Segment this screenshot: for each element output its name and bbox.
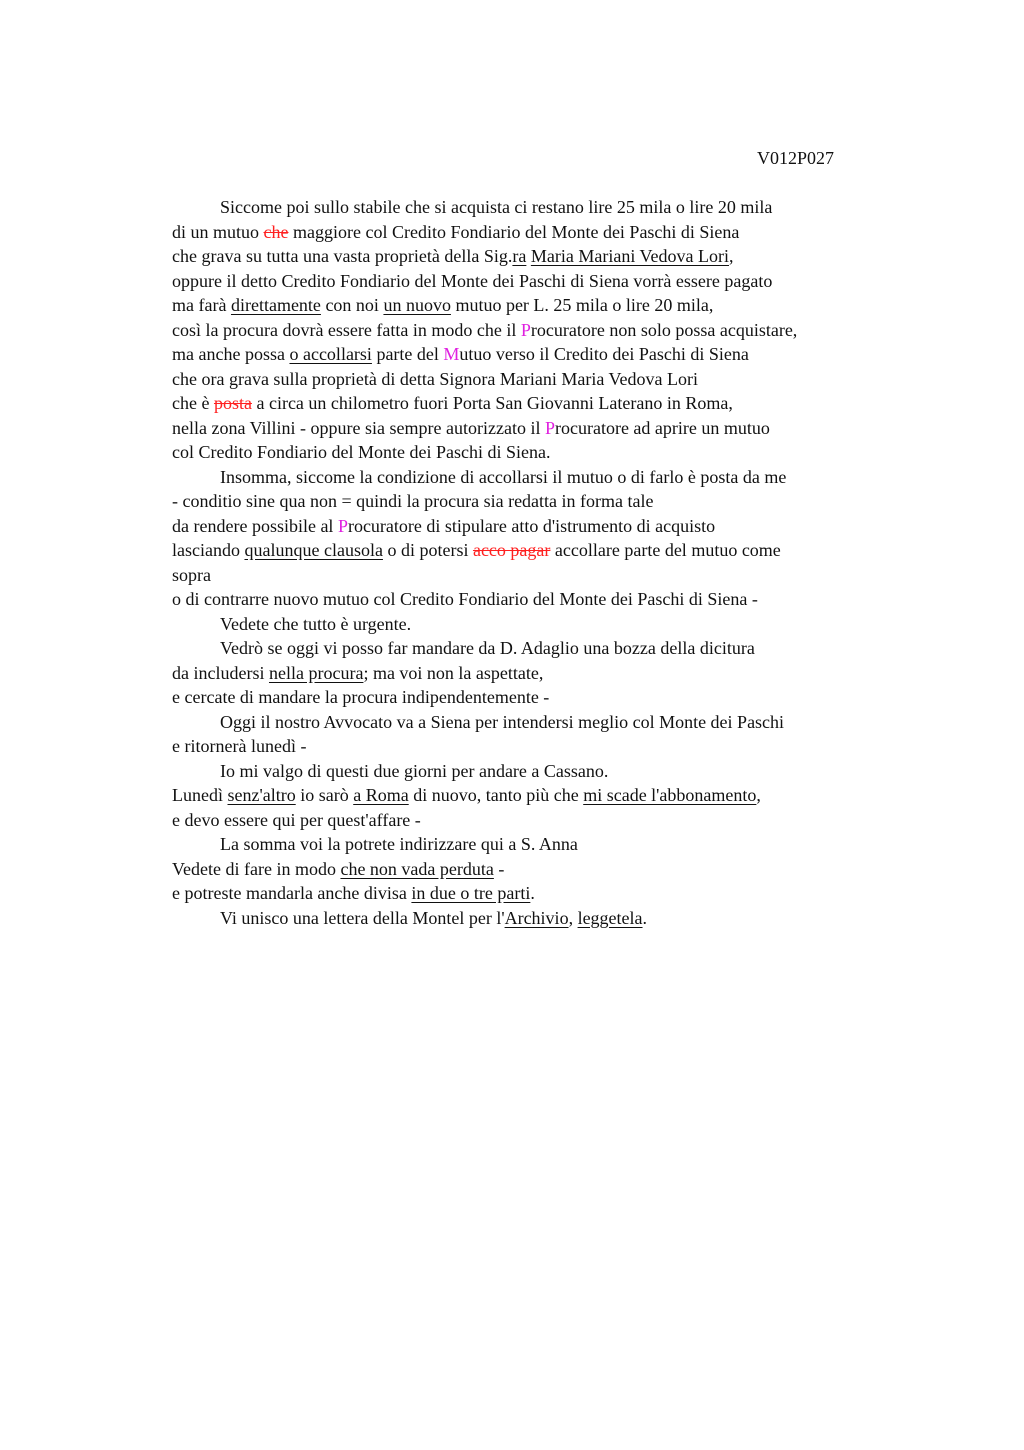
text-line — [172, 489, 932, 514]
text-segment: Lunedì — [172, 785, 228, 805]
text-segment: maggiore col Credito Fondiario del Monte dei Paschi di Siena — [288, 221, 740, 242]
text-line — [172, 269, 932, 294]
text-segment: che ora grava sulla proprietà di detta Signora Mariani Maria Vedova Lori — [172, 368, 698, 389]
underlined-text: un nuovo — [383, 295, 451, 315]
underlined-text: nella procura — [268, 662, 364, 683]
underlined-text: Maria Mariani Vedova Lori — [530, 246, 729, 266]
text-segment: sopra — [172, 564, 211, 585]
text-segment: mutuo per L. 25 mila o lire 20 mila, — [450, 295, 714, 315]
text-segment: lasciando — [172, 540, 245, 560]
text-segment: da includersi — [172, 662, 269, 683]
text-line — [172, 563, 932, 588]
text-line — [172, 465, 932, 490]
underlined-text: o accollarsi — [289, 344, 372, 364]
text-line — [172, 342, 932, 367]
text-line — [172, 685, 932, 710]
text-line — [172, 612, 932, 637]
text-segment: con noi — [320, 295, 384, 315]
text-segment: Vedrò se oggi vi posso far mandare da D. Adaglio una bozza della dicitura — [220, 638, 755, 658]
text-segment: rocuratore di stipulare atto d'istrumento di acquisto — [347, 515, 716, 536]
text-line — [172, 783, 932, 808]
underlined-text: qualunque clausola — [244, 540, 383, 560]
text-line — [172, 318, 932, 343]
text-line — [172, 759, 932, 784]
deleted-text: posta — [213, 393, 252, 413]
text-line — [172, 416, 932, 441]
text-line — [172, 244, 932, 269]
text-line — [172, 514, 932, 539]
text-line — [172, 391, 932, 416]
text-segment: ; ma voi non la aspettate, — [363, 662, 544, 683]
text-line — [172, 440, 932, 465]
text-segment: ma anche possa — [172, 344, 290, 364]
document-id: V012P027 — [757, 148, 835, 168]
text-segment: Oggi il nostro Avvocato va a Siena per intendersi meglio col Monte dei Paschi — [220, 711, 785, 732]
text-segment: col Credito Fondiario del Monte dei Paschi di Siena. — [172, 442, 551, 462]
highlighted-capital: P — [520, 319, 531, 340]
underlined-text: senz'altro — [227, 785, 296, 805]
text-line — [172, 538, 932, 563]
text-segment: Siccome poi sullo stabile che si acquista ci restano lire 25 mila o lire 20 mila — [220, 197, 773, 217]
text-line — [172, 661, 932, 686]
highlighted-capital: M — [443, 344, 460, 364]
text-line — [172, 881, 932, 906]
letter-body — [172, 195, 932, 930]
text-segment: e ritornerà lunedì - — [172, 736, 307, 756]
text-segment: utuo verso il Credito dei Paschi di Siena — [459, 344, 749, 364]
text-segment: , — [756, 785, 761, 805]
text-segment: da rendere possibile al — [172, 515, 338, 536]
text-segment: , — [728, 246, 734, 266]
underlined-text: leggetela — [577, 907, 643, 928]
text-line — [172, 906, 932, 931]
text-line — [172, 857, 932, 882]
text-segment: Vedete che tutto è urgente. — [220, 613, 412, 634]
underlined-text: ra — [512, 246, 527, 266]
text-line — [172, 808, 932, 833]
text-segment: Io mi valgo di questi due giorni per andare a Cassano. — [220, 760, 609, 781]
deleted-text: acco pagar — [472, 540, 551, 560]
text-segment: e devo essere qui per quest'affare - — [172, 809, 421, 830]
text-segment: o di contrarre nuovo mutuo col Credito Fondiario del Monte dei Paschi di Siena - — [172, 589, 758, 609]
text-line — [172, 832, 932, 857]
highlighted-capital: P — [544, 417, 555, 438]
underlined-text: a Roma — [353, 785, 409, 805]
text-segment: io sarò — [295, 785, 354, 805]
underlined-text: in due o tre parti — [411, 883, 531, 903]
text-segment: Vedete di fare in modo — [172, 858, 341, 879]
text-segment: . — [642, 907, 648, 928]
underlined-text: che non vada perduta — [340, 858, 494, 879]
text-segment: Insomma, siccome la condizione di accollarsi il mutuo o di farlo è posta da me — [220, 466, 787, 487]
text-line — [172, 293, 932, 318]
text-segment: a circa un chilometro fuori Porta San Giovanni Laterano in Roma, — [251, 393, 733, 413]
text-segment: oppure il detto Credito Fondiario del Monte dei Paschi di Siena vorrà essere pagato — [172, 270, 773, 291]
text-line — [172, 220, 932, 245]
underlined-text: mi scade l'abbonamento — [583, 785, 757, 805]
text-segment: La somma voi la potrete indirizzare qui a S. Anna — [220, 834, 578, 854]
text-segment: . — [530, 883, 535, 903]
text-segment: Vi unisco una lettera della Montel per l' — [220, 907, 505, 928]
text-segment: e potreste mandarla anche divisa — [172, 883, 412, 903]
text-segment: rocuratore non solo possa acquistare, — [530, 319, 798, 340]
text-line — [172, 636, 932, 661]
text-segment: parte del — [371, 344, 444, 364]
text-segment: e cercate di mandare la procura indipendentemente - — [172, 687, 550, 707]
text-line — [172, 587, 932, 612]
text-segment: , — [568, 907, 578, 928]
text-line — [172, 195, 932, 220]
text-line — [172, 367, 932, 392]
text-segment: che è — [172, 393, 214, 413]
deleted-text: che — [263, 221, 289, 242]
text-segment: - — [493, 858, 505, 879]
text-segment: - conditio sine qua non = quindi la procura sia redatta in forma tale — [172, 491, 654, 511]
text-segment: così la procura dovrà essere fatta in modo che il — [172, 319, 521, 340]
highlighted-capital: P — [337, 515, 348, 536]
underlined-text: Archivio — [504, 907, 569, 928]
text-segment: rocuratore ad aprire un mutuo — [554, 417, 770, 438]
text-segment: che grava su tutta una vasta proprietà della Sig. — [172, 246, 513, 266]
text-line — [172, 734, 932, 759]
text-segment: accollare parte del mutuo come — [550, 540, 781, 560]
text-segment: o di potersi — [382, 540, 473, 560]
underlined-text: direttamente — [230, 295, 321, 315]
text-line — [172, 710, 932, 735]
text-segment: nella zona Villini - oppure sia sempre autorizzato il — [172, 417, 545, 438]
text-segment: ma farà — [172, 295, 231, 315]
text-segment: di un mutuo — [172, 221, 264, 242]
text-segment: di nuovo, tanto più che — [408, 785, 584, 805]
